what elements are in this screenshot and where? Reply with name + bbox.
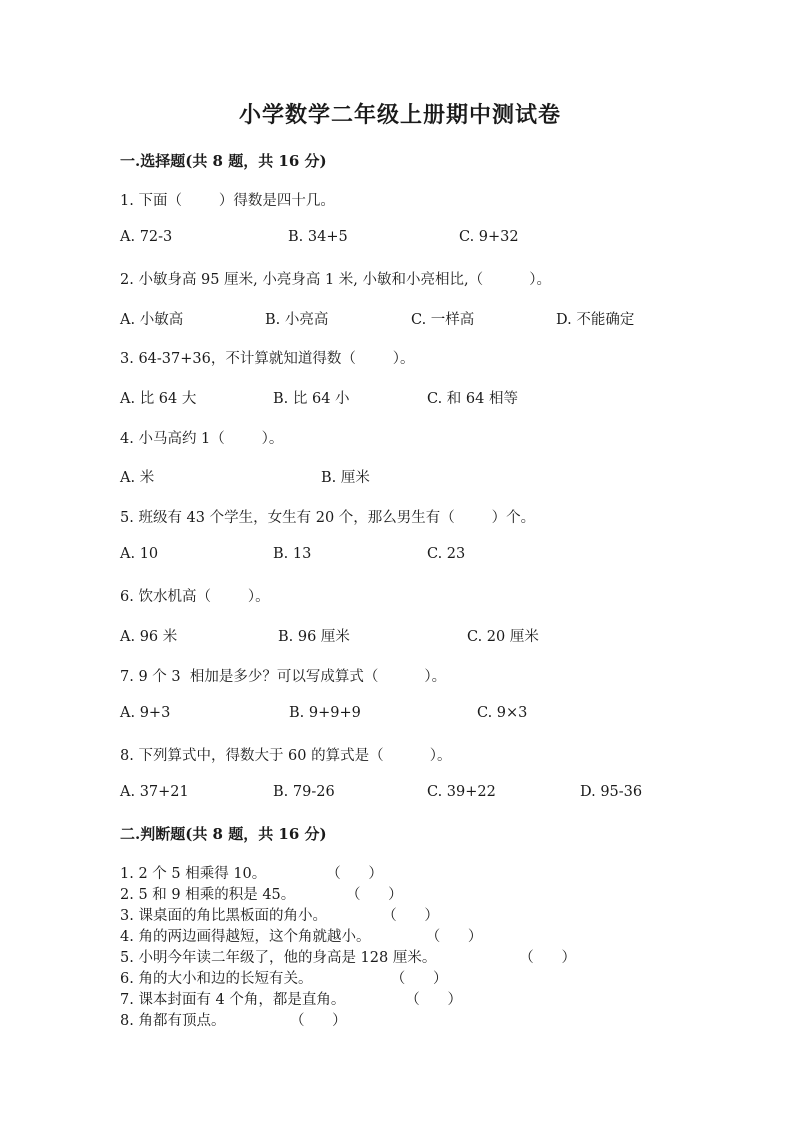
section-heading-choice: 一.选择题(共 8 题，共 16 分) xyxy=(120,152,327,170)
option-7b: B. 9+9+9 xyxy=(289,705,361,721)
option-5b: B. 13 xyxy=(273,546,312,562)
question-1: 1. 下面（ ）得数是四十几。 xyxy=(120,193,335,209)
judge-item-3: 3. 课桌面的角比黑板面的角小。 （ ） xyxy=(120,908,439,924)
option-2a: A. 小敏高 xyxy=(120,312,184,328)
section-heading-judge: 二.判断题(共 8 题，共 16 分) xyxy=(120,825,327,843)
option-8d: D. 95-36 xyxy=(580,784,643,800)
judge-item-2: 2. 5 和 9 相乘的积是 45。 （ ） xyxy=(120,887,403,903)
option-6a: A. 96 米 xyxy=(120,629,178,645)
question-3: 3. 64-37+36，不计算就知道得数（ ）。 xyxy=(120,351,415,367)
option-7c: C. 9×3 xyxy=(477,705,528,721)
option-1b: B. 34+5 xyxy=(288,229,348,245)
option-3a: A. 比 64 大 xyxy=(120,391,197,407)
question-6: 6. 饮水机高（ ）。 xyxy=(120,589,270,605)
question-2: 2. 小敏身高 95 厘米, 小亮身高 1 米, 小敏和小亮相比,（ ）。 xyxy=(120,272,551,288)
question-7: 7. 9 个 3 相加是多少？可以写成算式（ ）。 xyxy=(120,669,447,685)
option-5c: C. 23 xyxy=(427,546,466,562)
judge-item-7: 7. 课本封面有 4 个角，都是直角。 （ ） xyxy=(120,992,462,1008)
option-6c: C. 20 厘米 xyxy=(467,629,539,645)
option-8b: B. 79-26 xyxy=(273,784,335,800)
question-4: 4. 小马高约 1（ ）。 xyxy=(120,431,284,447)
option-4a: A. 米 xyxy=(120,470,155,486)
option-2b: B. 小亮高 xyxy=(265,312,329,328)
option-3c: C. 和 64 相等 xyxy=(427,391,518,407)
judge-item-5: 5. 小明今年读二年级了，他的身高是 128 厘米。 （ ） xyxy=(120,950,576,966)
option-8a: A. 37+21 xyxy=(120,784,189,800)
option-6b: B. 96 厘米 xyxy=(278,629,350,645)
option-3b: B. 比 64 小 xyxy=(273,391,350,407)
question-5: 5. 班级有 43 个学生，女生有 20 个，那么男生有（ ）个。 xyxy=(120,510,536,526)
option-2c: C. 一样高 xyxy=(411,312,475,328)
option-7a: A. 9+3 xyxy=(120,705,171,721)
option-5a: A. 10 xyxy=(120,546,159,562)
option-8c: C. 39+22 xyxy=(427,784,496,800)
question-8: 8. 下列算式中，得数大于 60 的算式是（ ）。 xyxy=(120,748,452,764)
option-1a: A. 72-3 xyxy=(120,229,173,245)
judge-item-6: 6. 角的大小和边的长短有关。 （ ） xyxy=(120,971,448,987)
option-4b: B. 厘米 xyxy=(321,470,370,486)
judge-item-1: 1. 2 个 5 相乘得 10。 （ ） xyxy=(120,866,383,882)
option-2d: D. 不能确定 xyxy=(556,312,635,328)
judge-item-4: 4. 角的两边画得越短，这个角就越小。 （ ） xyxy=(120,929,483,945)
option-1c: C. 9+32 xyxy=(459,229,519,245)
page-title: 小学数学二年级上册期中测试卷 xyxy=(238,102,561,128)
judge-item-8: 8. 角都有顶点。 （ ） xyxy=(120,1013,347,1029)
